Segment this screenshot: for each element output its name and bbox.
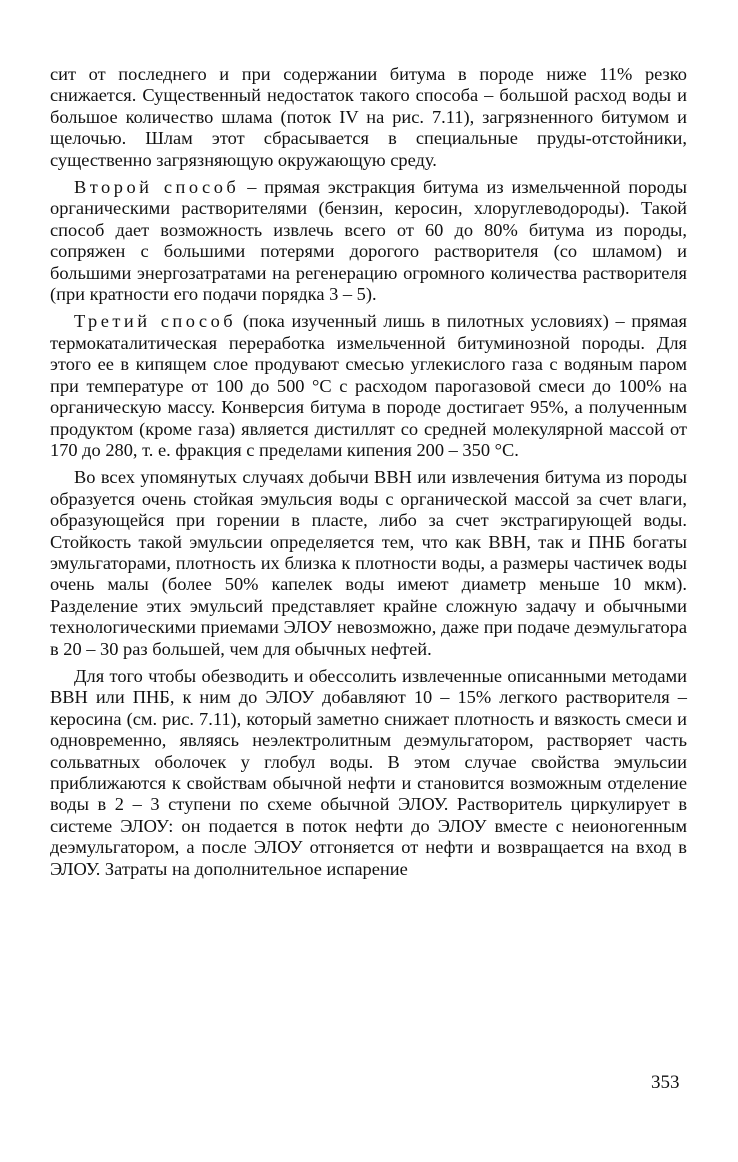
paragraph-continuation [50, 64, 687, 171]
paragraph-text: – прямая экстракция битума из измельченной породы органическими растворителями (бензин, керосин, хлоруглеводороды). Такой способ дает возможность извлечь всего от 60 до 80% битума из породы, сопряжен с большими потерями дорогого растворителя (со шламом) и большими энергозатратами на регенерацию огромного количества растворителя (при кратности его подачи порядка 3 – 5). [50, 177, 687, 305]
page-text-block [50, 64, 687, 886]
paragraph-third-method [50, 311, 687, 461]
paragraph-emulsion [50, 467, 687, 660]
page-number: 353 [651, 1072, 680, 1093]
paragraph-text: Для того чтобы обезводить и обессолить извлеченные описанными методами ВВН или ПНБ, к ним до ЭЛОУ добавляют 10 – 15% легкого растворителя – керосина (см. рис. 7.11), который заметно снижает плотность и вязкость смеси и одновременно, являясь неэлектролитным деэмульгатором, растворяет часть сольватных оболочек у глобул воды. В этом случае свойства эмульсии приближаются к свойствам обычной нефти и становится возможным отделение воды в 2 – 3 ступени по схеме обычной ЭЛОУ. Растворитель циркулирует в системе ЭЛОУ: он подается в поток нефти до ЭЛОУ вместе с неионогенным деэмульгатором, а после ЭЛОУ отгоняется от нефти и возвращается на вход в ЭЛОУ. Затраты на дополнительное испарение [50, 665, 687, 879]
paragraph-text: (пока изученный лишь в пилотных условиях) – прямая термокаталитическая переработка измельченной битуминозной породы. Для этого ее в кипящем слое продувают смесью углекислого газа с водяным паром при температуре от 100 до 500 °С с расходом парогазовой смеси до 100% на органическую массу. Конверсия битума в породе достигает 95%, а полученным продуктом (кроме газа) является дистиллят со средней молекулярной массой от 170 до 280, т. е. фракция с пределами кипения 200 – 350 °С. [50, 311, 687, 460]
paragraph-lead-term: Третий способ [74, 311, 237, 332]
paragraph-text: сит от последнего и при содержании битума в породе ниже 11% резко снижается. Существенный недостаток такого способа – большой расход воды и большое количество шлама (поток IV на рис. 7.11), загрязненного битумом и щелочью. Шлам этот сбрасывается в специальные пруды-отстойники, существенно загрязняющую окружающую среду. [50, 64, 687, 170]
paragraph-second-method [50, 177, 687, 305]
paragraph-text: Во всех упомянутых случаях добычи ВВН или извлечения битума из породы образуется очень стойкая эмульсия воды с органической массой за счет влаги, образующейся при горении в пласте, либо за счет экстрагирующей воды. Стойкость такой эмульсии определяется тем, что как ВВН, так и ПНБ богаты эмульгаторами, плотность их близка к плотности воды, а размеры частичек воды очень малы (более 50% капелек воды имеют диаметр меньше 10 мкм). Разделение этих эмульсий представляет крайне сложную задачу и обычными технологическими приемами ЭЛОУ невозможно, даже при подаче деэмульгатора в 20 – 30 раз большей, чем для обычных нефтей. [50, 467, 687, 659]
paragraph-solvent [50, 666, 687, 880]
paragraph-lead-term: Второй способ [74, 177, 240, 198]
